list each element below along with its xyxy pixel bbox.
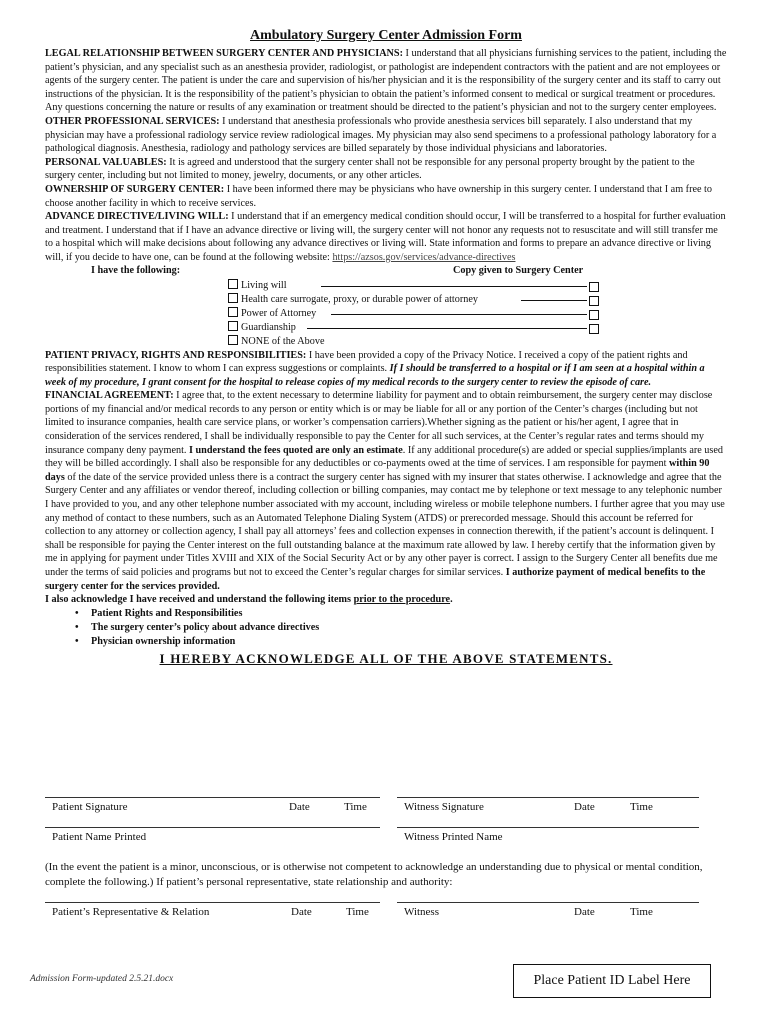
living-will-checkbox[interactable]	[228, 279, 238, 289]
leader-line	[521, 300, 587, 301]
date-label: Date	[574, 801, 595, 813]
leader-line	[321, 286, 587, 287]
document-footer: Admission Form-updated 2.5.21.docx	[30, 974, 174, 984]
representative-line[interactable]	[45, 902, 380, 903]
advance-text: I understand that if an emergency medical condition should occur, I will be transferred to a hospital for further evaluation and treatment. I understand that if I have an advance directive or living will, the surgery center will not honor any requests not to resuscitate and will still transfer me to a hospital which will make decisions about following any advance directives or living will. State information and forms to prepare an advance directive or living will, if you decide to have one, can be found at the following website:	[45, 211, 726, 263]
acknowledge-lead-end: .	[450, 594, 453, 606]
living-will-copy-checkbox[interactable]	[589, 282, 599, 292]
patient-signature-line[interactable]	[45, 797, 380, 798]
witness-printed-name-label: Witness Printed Name	[404, 831, 503, 843]
advance-directive-list	[45, 279, 727, 349]
guardianship-copy-checkbox[interactable]	[589, 324, 599, 334]
copy-given-label: Copy given to Surgery Center	[453, 264, 584, 276]
privacy-hospital-consent: If I should be transferred to a hospital or if I am seen at a hospital within a week of my procedure, I grant consent for the hospital to release copies of my medical records to the surgery center to review the episode of care.	[45, 363, 705, 388]
privacy-text: I have been provided a copy of the Privacy Notice. I received a copy of the patient rights and responsibilities statement. I know to whom I can express suggestions or complaints.	[45, 349, 688, 375]
form-body	[45, 28, 727, 667]
time-label: Time	[630, 906, 653, 918]
leader-line	[307, 328, 587, 329]
advance-heading: ADVANCE DIRECTIVE/LIVING WILL:	[45, 211, 229, 223]
patient-name-line[interactable]	[45, 827, 380, 828]
minor-note: (In the event the patient is a minor, unconscious, or is otherwise not competent to acknowledge an understanding due to physical or mental condition, complete the following.) If patient’s personal representative, state relationship and authority:	[45, 861, 703, 888]
surrogate-checkbox[interactable]	[228, 293, 238, 303]
ownership-section	[45, 183, 727, 210]
list-item: • Physician ownership information	[75, 635, 727, 649]
patient-name-printed-label: Patient Name Printed	[52, 831, 147, 843]
guardianship-checkbox[interactable]	[228, 321, 238, 331]
directive-label: NONE of the Above	[241, 335, 325, 347]
power-of-attorney-checkbox[interactable]	[228, 307, 238, 317]
other-text: I understand that anesthesia professionals who provide anesthesia services bill separately. I also understand that my physician may have a professional radiology service review radiological images. My physician may also send specimens to a professional pathology laboratory for a pathological diagnosis. Anesthesia, radiology and pathology services are billed separately by those individual physicians and laboratories.	[45, 115, 717, 155]
surrogate-copy-checkbox[interactable]	[589, 296, 599, 306]
acknowledge-lead-underlined: prior to the procedure	[353, 594, 451, 606]
advance-directives-link[interactable]: https://azsos.gov/services/advance-directives	[332, 251, 516, 263]
directive-item-power-of-attorney	[45, 307, 727, 321]
acknowledge-statement: I HEREBY ACKNOWLEDGE ALL OF THE ABOVE STATEMENTS.	[159, 650, 613, 666]
acknowledge-lead-text: I also acknowledge I have received and understand the following items	[45, 594, 354, 606]
directive-label: Living will	[241, 279, 287, 291]
valuables-section	[45, 156, 727, 183]
have-following-label: I have the following:	[91, 264, 181, 276]
witness-label: Witness	[404, 906, 439, 918]
other-heading: OTHER PROFESSIONAL SERVICES:	[45, 115, 220, 127]
advance-directive-section	[45, 210, 727, 264]
financial-heading: FINANCIAL AGREEMENT:	[45, 390, 174, 402]
advance-directive-header	[45, 265, 727, 279]
acknowledged-items-list	[45, 607, 727, 649]
valuables-heading: PERSONAL VALUABLES:	[45, 156, 167, 168]
legal-heading: LEGAL RELATIONSHIP BETWEEN SURGERY CENTER AND PHYSICIANS:	[45, 48, 403, 59]
date-label: Date	[289, 801, 310, 813]
patient-id-label-box	[513, 964, 711, 998]
directive-item-none	[45, 335, 727, 349]
legal-relationship-section	[45, 47, 727, 115]
form-title: Ambulatory Surgery Center Admission Form	[250, 28, 522, 43]
financial-text-1: I agree that, to the extent necessary to determine liability for payment and to obtain reimbursement, the surgery center may disclose portions of my financial and/or medical records to any person or entity which is or may be liable for all or any portion of the Center’s charges (including but not limited to insurance companies, health care service plans, or worker’s compensation carriers).Whether signing as the patient or his/her agent, I agree that in consideration of the services rendered, I shall be individually responsible to pay the Center for all such services, at the Center’s regular rates and terms should my insurance company deny payment.	[45, 390, 713, 456]
directive-label: Guardianship	[241, 321, 296, 333]
other-services-section	[45, 115, 727, 156]
witness-signature-line[interactable]	[397, 797, 699, 798]
legal-text: I understand that all physicians furnishing services to the patient, including the patient’s physician, and any specialist such as an anesthesia provider, radiologist, or pathologist are independent contractors with the patient and are not employees or agents of the surgery center. The patient is under the care and supervision of his/her physician and it is the responsibility of the surgery center and its staff to carry out instructions of the physician. It is the responsibility of the patient’s physician to obtain the patient’s informed consent to medical or surgical treatment or procedures. Any questions concerning the nature or results of any examination or treatment should be directed to the patient’s physician and not to the surgery center employees.	[45, 48, 727, 114]
ownership-text: I have been informed there may be physicians who have ownership in this surgery center. I understand that I am free to choose another facility in which to receive services.	[45, 183, 712, 209]
privacy-heading: PATIENT PRIVACY, RIGHTS AND RESPONSIBILITIES:	[45, 349, 307, 361]
witness-signature-label: Witness Signature	[404, 801, 484, 813]
leader-line	[331, 314, 587, 315]
directive-item-guardianship	[45, 321, 727, 335]
date-label: Date	[574, 906, 595, 918]
list-item: • The surgery center’s policy about advance directives	[75, 621, 727, 635]
directive-item-surrogate	[45, 293, 727, 307]
date-label: Date	[291, 906, 312, 918]
privacy-section	[45, 349, 727, 390]
payment-term: within 90 days	[45, 458, 710, 483]
patient-signature-label: Patient Signature	[52, 801, 128, 813]
time-label: Time	[344, 801, 367, 813]
time-label: Time	[346, 906, 369, 918]
authorize-payment: I authorize payment of medical benefits to the surgery center for the services provided.	[45, 567, 706, 592]
estimate-notice: I understand the fees quoted are only an estimate	[189, 444, 403, 456]
acknowledge-lead	[45, 593, 727, 607]
witness-name-line[interactable]	[397, 827, 699, 828]
directive-label: Health care surrogate, proxy, or durable power of attorney	[241, 293, 478, 305]
directive-item-living-will	[45, 279, 727, 293]
witness-line[interactable]	[397, 902, 699, 903]
valuables-text: It is agreed and understood that the surgery center shall not be responsible for any personal property brought by the patient to the surgery center, including but not limited to money, jewelry, documents, or any other articles.	[45, 156, 695, 182]
directive-label: Power of Attorney	[241, 307, 317, 319]
financial-section	[45, 389, 727, 593]
financial-text-3: of the date of the service provided unless there is a contract the surgery center has signed with my insurer that states otherwise. I acknowledge and agree that the Surgery Center and any affiliates or vendor thereof, including collection or billing companies, may contact me by telephone or text message to any telephonic number I have provided to you, and any other telephone number associated with my account, including wireless or mobile telephone numbers. I further agree that you may use any method of contact to these numbers, such as an Automated Telephone Dialing System (ATDS) or prerecorded message. Should this account be referred for collection to any attorney or collection agency, I shall pay all attorneys’ fees and collection expenses in connection therewith, if the patient’s account is delinquent. I shall be responsible for paying the Center interest on the full outstanding balance at the maximum rate allowed by law. I hereby certify that the information given by me in applying for payment under Titles XVIII and XIX of the Social Security Act or by any other payer is correct. I assign to the Surgery Center all benefits due me under the terms of said policies and programs but not to exceed the Center’s regular charges for similar services.	[45, 471, 725, 578]
list-item: • Patient Rights and Responsibilities	[75, 607, 727, 621]
none-checkbox[interactable]	[228, 335, 238, 345]
ownership-heading: OWNERSHIP OF SURGERY CENTER:	[45, 183, 225, 195]
id-label-text: Place Patient ID Label Here	[533, 973, 691, 988]
time-label: Time	[630, 801, 653, 813]
power-of-attorney-copy-checkbox[interactable]	[589, 310, 599, 320]
financial-text-2: . If any additional procedure(s) are added or special supplies/implants are used they will be billed accordingly. I shall also be responsible for any deductibles or co-payments owed at the time of services. I am responsible for payment	[45, 444, 723, 470]
representative-label: Patient’s Representative & Relation	[52, 906, 210, 918]
